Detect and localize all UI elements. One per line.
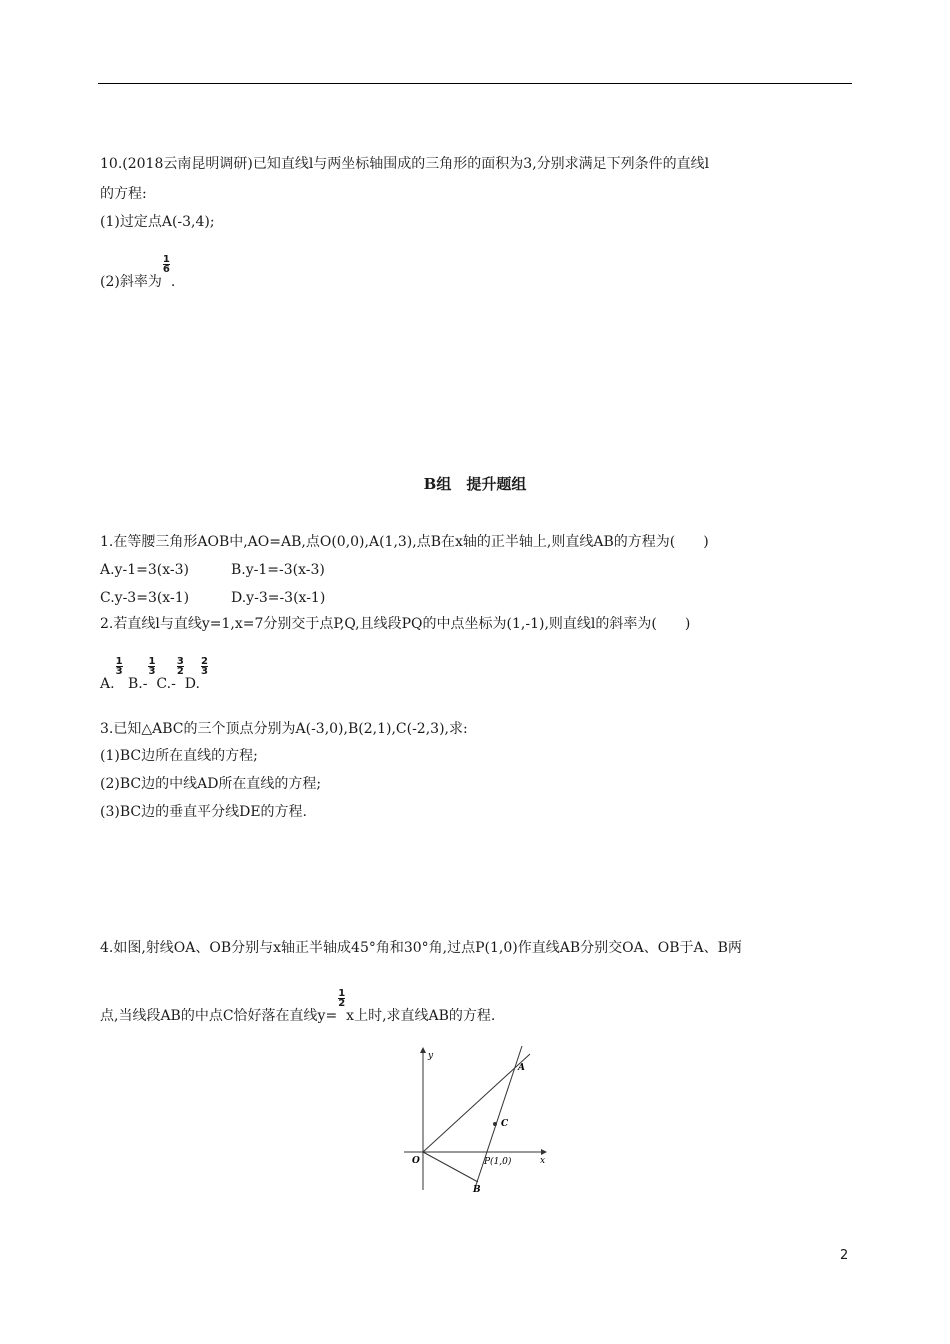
b4-fraction — [338, 989, 345, 1008]
b3-part1: (1)BC边所在直线的方程; — [100, 748, 258, 764]
b4-line2-suffix: x上时,求直线AB的方程. — [346, 1008, 496, 1024]
q10-part1: (1)过定点A(-3,4); — [100, 214, 215, 230]
header-rule — [98, 83, 852, 84]
page-number: 2 — [840, 1248, 849, 1263]
b3-part2: (2)BC边的中线AD所在直线的方程; — [100, 776, 322, 792]
fraction-numerator: 3 — [176, 656, 184, 667]
fraction-numerator: 2 — [200, 656, 208, 667]
ray-oa — [423, 1054, 530, 1152]
b2-option-c-fraction — [177, 657, 184, 676]
b1-option-b: B.y-1=-3(x-3) — [231, 562, 325, 578]
b1-options-row2 — [100, 588, 325, 608]
q10-part2-suffix: . — [170, 274, 176, 290]
b2-option-c-label: C.- — [156, 676, 176, 692]
fraction-numerator: 1 — [115, 656, 123, 667]
q10-slope-fraction — [163, 255, 170, 274]
fraction-denominator: 2 — [176, 666, 184, 677]
b2-option-b-fraction — [148, 657, 155, 676]
b3-part3: (3)BC边的垂直平分线DE的方程. — [100, 804, 307, 820]
fraction-numerator: 1 — [338, 988, 346, 999]
b1-option-d: D.y-3=-3(x-1) — [231, 590, 326, 606]
b4-line1: 4.如图,射线OA、OB分别与x轴正半轴成45°角和30°角,过点P(1,0)作直线AB分别交OA、OB于A、B两 — [100, 940, 742, 956]
point-c — [493, 1122, 497, 1126]
b2-option-b-label: B.- — [127, 676, 148, 692]
q10-part2 — [100, 254, 176, 292]
q10-part2-prefix: (2)斜率为 — [100, 274, 162, 290]
fraction-denominator: 3 — [200, 666, 208, 677]
section-b-heading: B组 提升题组 — [423, 475, 527, 493]
label-x: x — [540, 1156, 546, 1166]
label-y: y — [428, 1051, 434, 1061]
b1-stem: 1.在等腰三角形AOB中,AO=AB,点O(0,0),A(1,3),点B在x轴的正半轴上,则直线AB的方程为( ) — [100, 534, 709, 550]
b4-line2 — [100, 988, 496, 1026]
b1-option-a: A.y-1=3(x-3) — [100, 562, 189, 578]
fraction-denominator: 3 — [148, 666, 156, 677]
label-o: O — [412, 1156, 420, 1166]
ray-ob — [423, 1152, 478, 1182]
fraction-numerator: 1 — [162, 254, 170, 265]
fraction-denominator: 3 — [115, 666, 123, 677]
b2-option-a-fraction — [116, 657, 123, 676]
b2-option-d-label: D. — [184, 676, 200, 692]
fraction-denominator: 6 — [162, 264, 170, 275]
fraction-denominator: 2 — [338, 998, 346, 1009]
label-b: B — [473, 1185, 481, 1195]
q10-line2: 的方程: — [100, 186, 147, 202]
label-a: A — [518, 1063, 525, 1073]
geometry-figure — [398, 1042, 558, 1198]
b1-option-c: C.y-3=3(x-1) — [100, 590, 190, 606]
label-c: C — [501, 1119, 509, 1129]
q10-line1: 10.(2018云南昆明调研)已知直线l与两坐标轴围成的三角形的面积为3,分别求满足下列条件的直线l — [100, 156, 710, 172]
label-p: P(1,0) — [484, 1157, 512, 1167]
b4-line2-prefix: 点,当线段AB的中点C恰好落在直线y= — [100, 1008, 338, 1024]
b2-options — [100, 656, 209, 694]
b2-stem: 2.若直线l与直线y=1,x=7分别交于点P,Q,且线段PQ的中点坐标为(1,-1),则直线l的斜率为( ) — [100, 616, 691, 632]
b3-stem: 3.已知△ABC的三个顶点分别为A(-3,0),B(2,1),C(-2,3),求: — [100, 721, 468, 737]
b2-option-d-fraction — [201, 657, 208, 676]
b1-options-row1 — [100, 560, 325, 580]
fraction-numerator: 1 — [148, 656, 156, 667]
b2-option-a-label: A. — [100, 676, 115, 692]
